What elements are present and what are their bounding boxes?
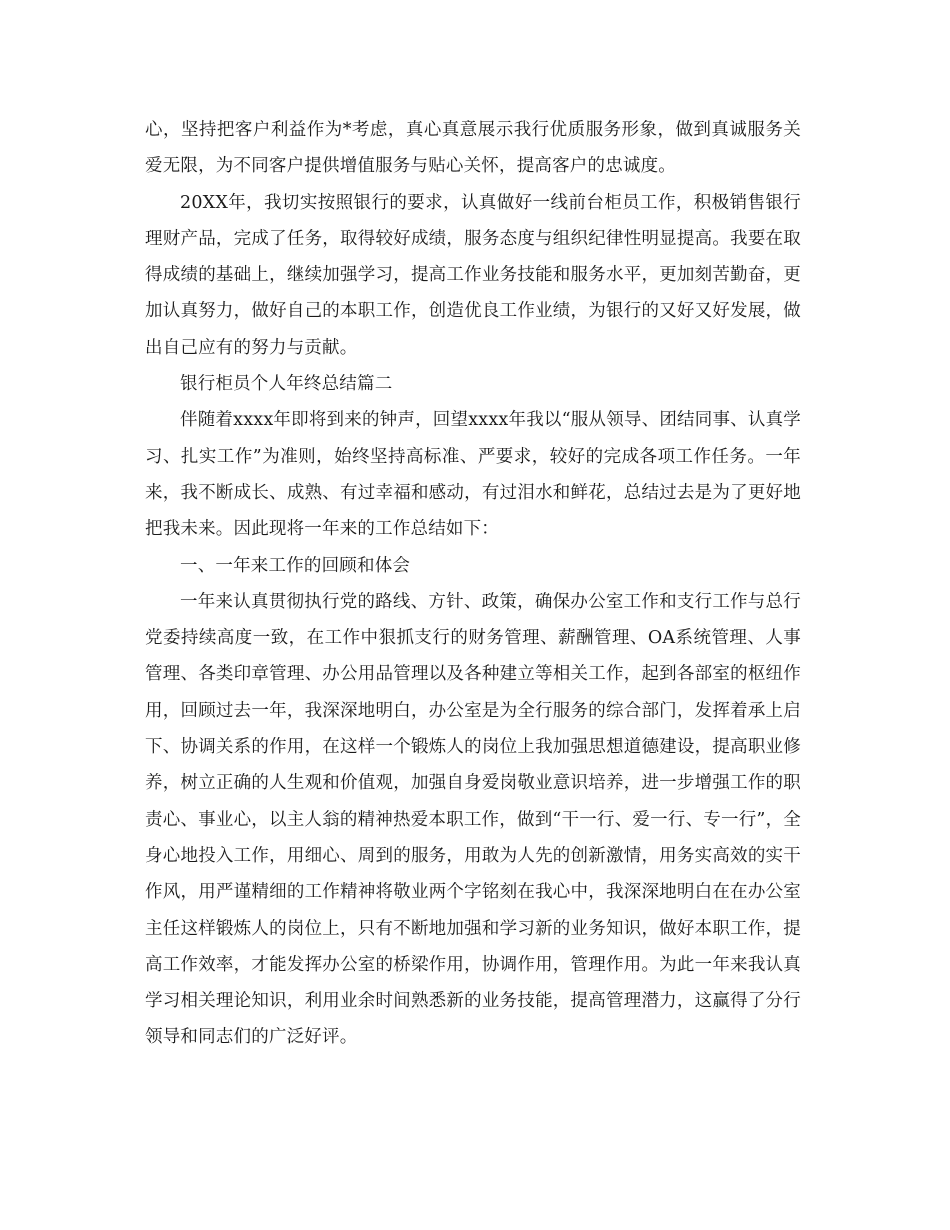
paragraph-continuation: 心，坚持把客户利益作为*考虑，真心真意展示我行优质服务形象，做到真诚服务关爱无限，为不同客户提供增值服务与贴心关怀，提高客户的忠诚度。 (145, 120, 801, 177)
paragraph-intro: 伴随着xxxx年即将到来的钟声，回望xxxx年我以“服从领导、团结同事、认真学习、扎实工作”为准则，始终坚持高标准、严要求，较好的完成各项工作任务。一年来，我不断成长、成熟、有过幸福和感动，有过泪水和鲜花，总结过去是为了更好地把我未来。因此现将一年来的工作总结如下： (145, 410, 801, 540)
section-title: 银行柜员个人年终总结篇二 (180, 374, 393, 395)
paragraph-work-summary: 20XX年，我切实按照银行的要求，认真做好一线前台柜员工作，积极销售银行理财产品，完成了任务，取得较好成绩，服务态度与组织纪律性明显提高。我要在取得成绩的基础上，继续加强学习，提高工作业务技能和服务水平，更加刻苦勤奋，更加认真努力，做好自己的本职工作，创造优良工作业绩，为银行的又好又好发展，做出自己应有的努力与贡献。 (145, 192, 801, 358)
document-body (145, 112, 801, 1056)
subsection-heading: 一、一年来工作的回顾和体会 (180, 555, 411, 576)
paragraph-review: 一年来认真贯彻执行党的路线、方针、政策，确保办公室工作和支行工作与总行党委持续高度一致，在工作中狠抓支行的财务管理、薪酬管理、OA系统管理、人事管理、各类印章管理、办公用品管理以及各种建立等相关工作，起到各部室的枢纽作用，回顾过去一年，我深深地明白，办公室是为全行服务的综合部门，发挥着承上启下、协调关系的作用，在这样一个锻炼人的岗位上我加强思想道德建设，提高职业修养，树立正确的人生观和价值观，加强自身爱岗敬业意识培养，进一步增强工作的职责心、事业心，以主人翁的精神热爱本职工作，做到“干一行、爱一行、专一行”，全身心地投入工作，用细心、周到的服务，用敢为人先的创新激情，用务实高效的实干作风，用严谨精细的工作精神将敬业两个字铭刻在我心中，我深深地明白在在办公室主任这样锻炼人的岗位上，只有不断地加强和学习新的业务知识，做好本职工作，提高工作效率，才能发挥办公室的桥梁作用，协调作用，管理作用。为此一年来我认真学习相关理论知识，利用业余时间熟悉新的业务技能，提高管理潜力，这赢得了分行领导和同志们的广泛好评。 (145, 591, 801, 1048)
